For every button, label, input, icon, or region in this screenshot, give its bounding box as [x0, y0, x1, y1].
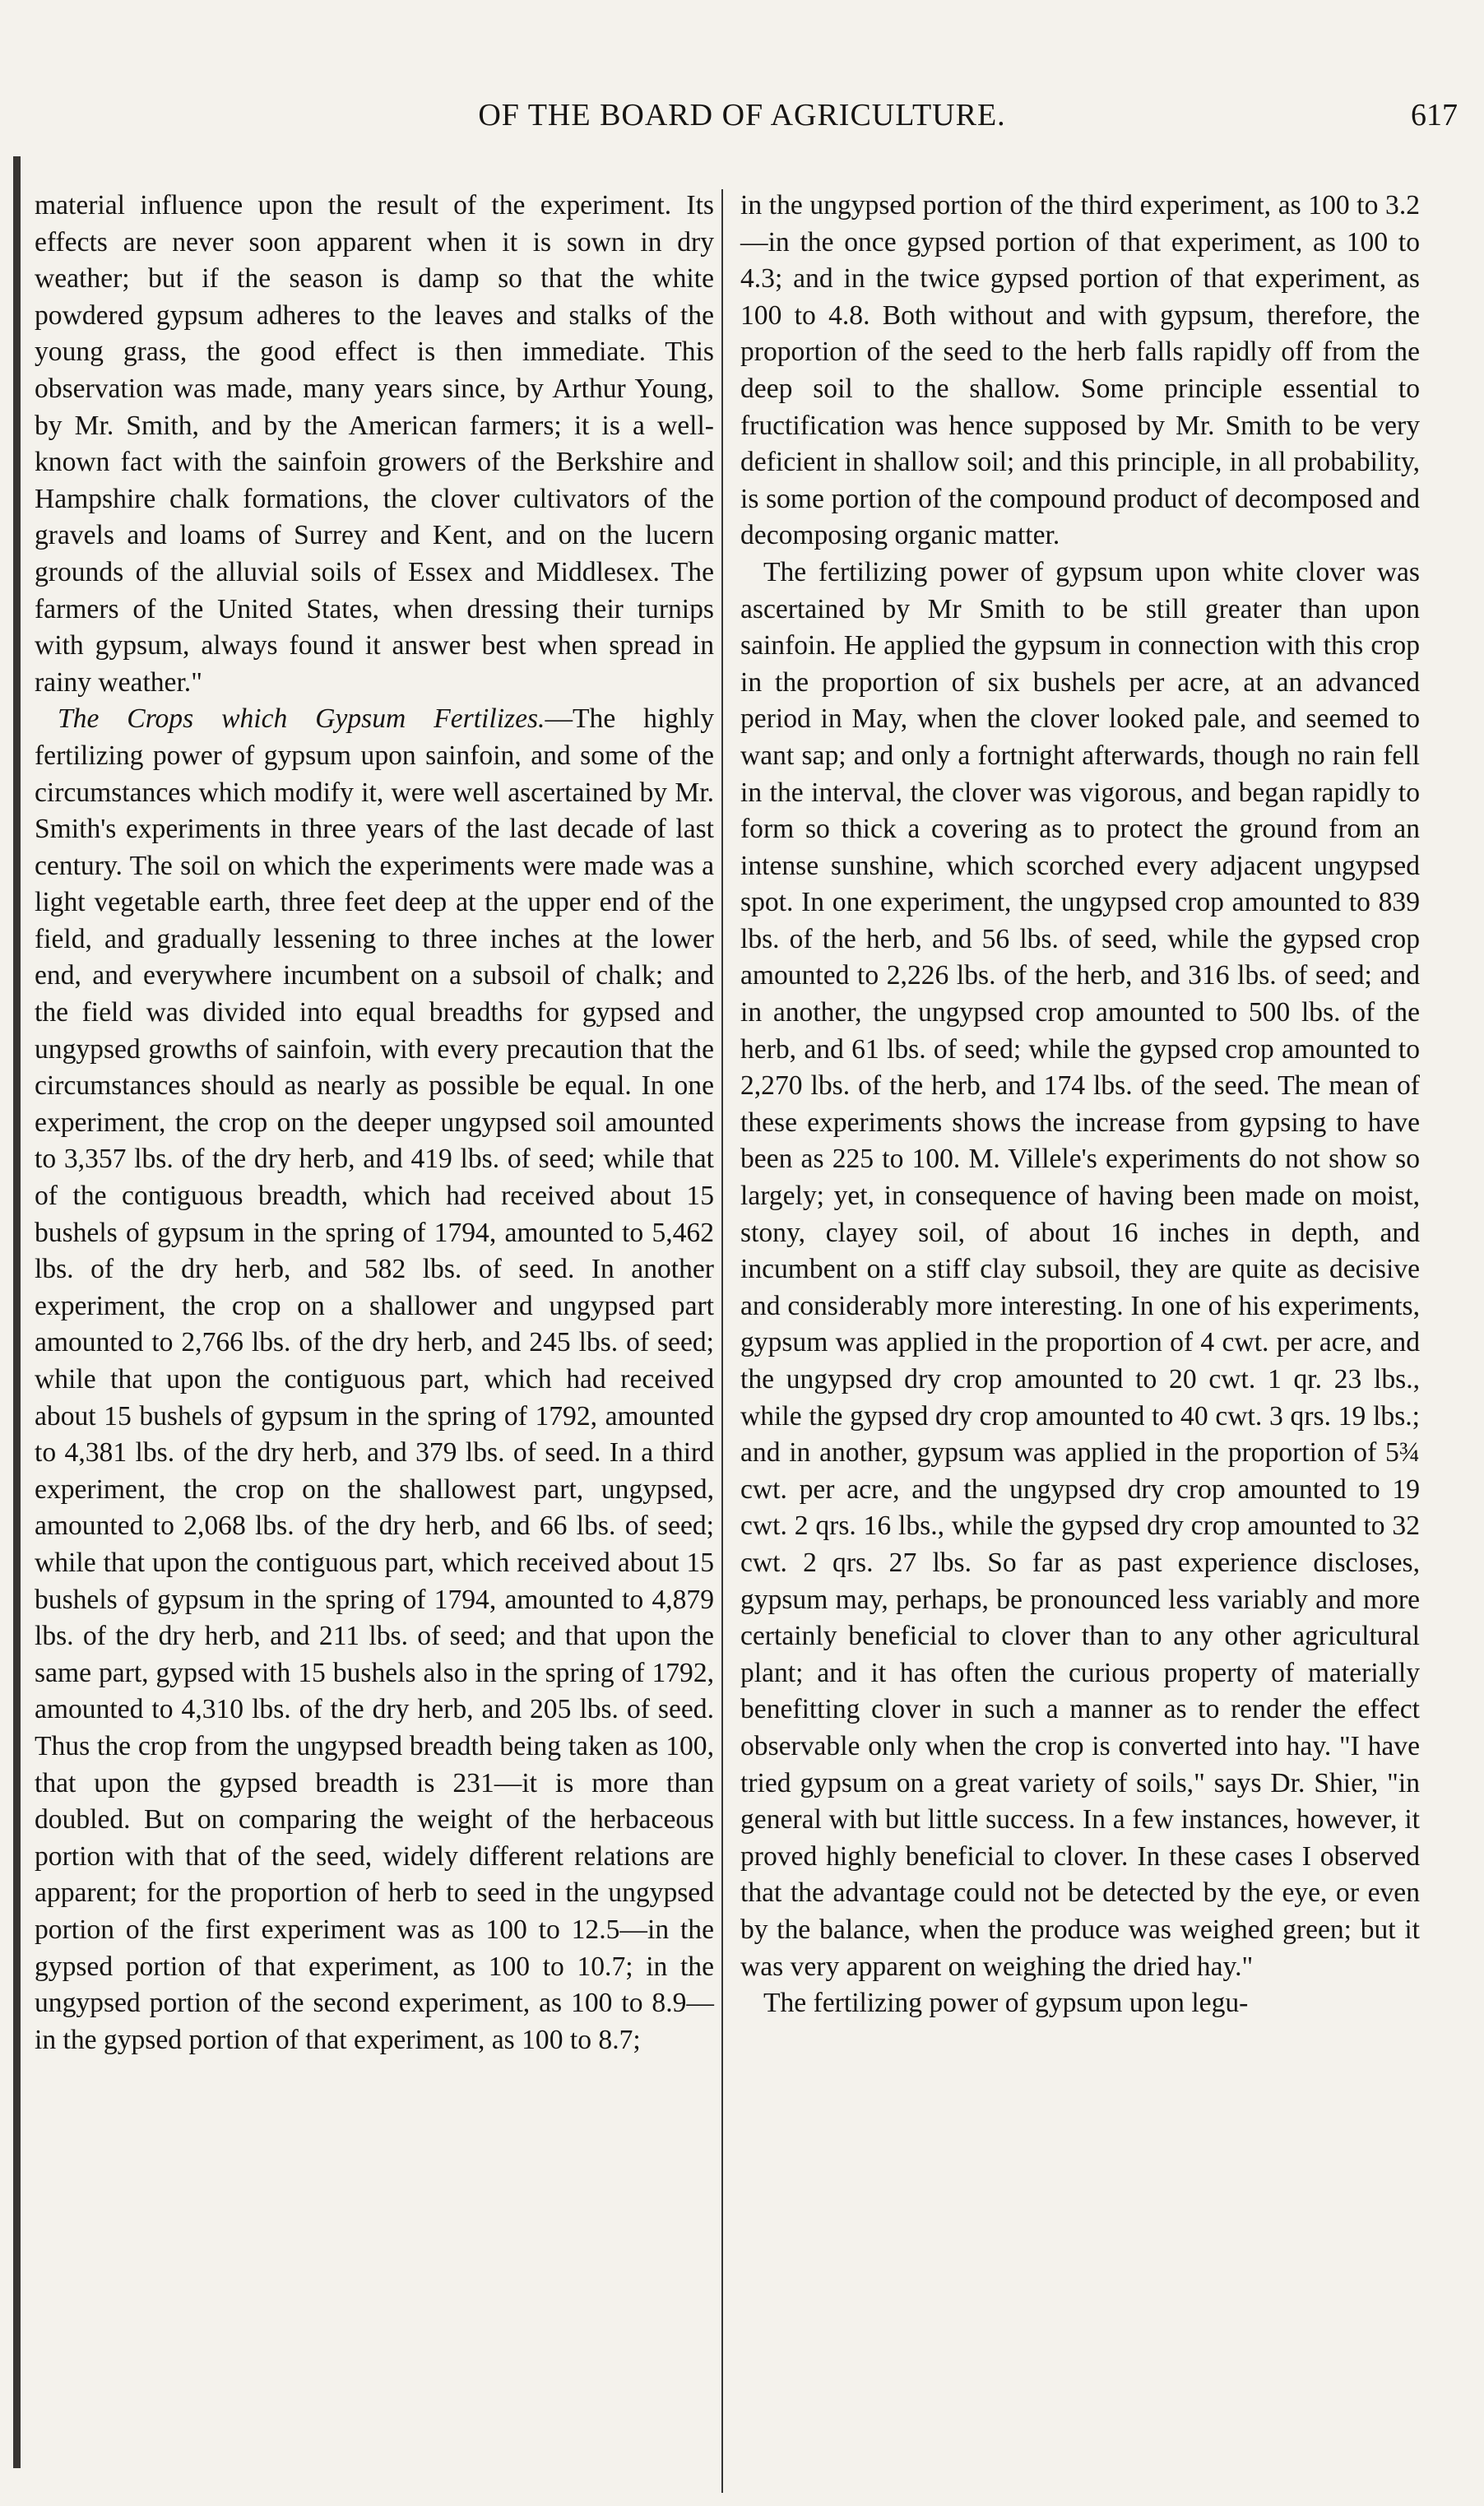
page-header: [25, 97, 1459, 155]
binding-margin-rule: [13, 156, 21, 2468]
right-column: [740, 188, 1420, 2022]
column-divider-rule: [721, 189, 723, 2493]
paragraph: material influence upon the result of the experiment. Its effects are never soon apparent when it is sown in dry weather; but if the season is damp so that the white powdered gypsum adheres to the leaves and stalks of the young grass, the good effect is then immediate. This observation was made, many years since, by Arthur Young, by Mr. Smith, and by the American farmers; it is a well-known fact with the sainfoin growers of the Berkshire and Hampshire chalk formations, the clover cultivators of the gravels and loams of Surrey and Kent, and on the lucern grounds of the alluvial soils of Essex and Middlesex. The farmers of the United States, when dressing their turnips with gypsum, always found it answer best when spread in rainy weather.": [35, 190, 714, 698]
left-column: [35, 188, 714, 2058]
paragraph: in the ungypsed portion of the third experiment, as 100 to 3.2—in the once gypsed portion of that experiment, as 100 to 4.3; and in the twice gypsed portion of that experiment, as 100 to 4.8. Both without and with gypsum, therefore, the proportion of the seed to the herb falls rapidly off from the deep soil to the shallow. Some principle essential to fructification was hence supposed by Mr. Smith to be very deficient in shallow soil; and this principle, in all probability, is some portion of the compound product of decomposed and decomposing organic matter.: [740, 190, 1420, 551]
paragraph: The fertilizing power of gypsum upon legu-: [763, 1988, 1249, 2019]
paragraph-body: —The highly fertilizing power of gypsum upon sainfoin, and some of the circumstances which modify it, were well ascertained by Mr. Smith's experiments in three years of the last decade of last century. The soil on which the experiments were made was a light vegetable earth, three feet deep at the upper end of the field, and gradually lessening to three inches at the lower end, and everywhere incumbent on a subsoil of chalk; and the field was divided into equal breadths for gypsed and ungypsed growths of sainfoin, with every precaution that the circumstances should as nearly as possible be equal. In one experiment, the crop on the deeper ungypsed soil amounted to 3,357 lbs. of the dry herb, and 419 lbs. of seed; while that of the contiguous breadth, which had received about 15 bushels of gypsum in the spring of 1794, amounted to 5,462 lbs. of the dry herb, and 582 lbs. of seed. In another experiment, the crop on a shallower and ungypsed part amounted to 2,766 lbs. of the dry herb, and 245 lbs. of seed; while that upon the contiguous part, which had received about 15 bushels of gypsum in the spring of 1792, amounted to 4,381 lbs. of the dry herb, and 379 lbs. of seed. In a third experiment, the crop on the shallowest part, ungypsed, amounted to 2,068 lbs. of the dry herb, and 66 lbs. of seed; while that upon the contiguous part, which received about 15 bushels of gypsum in the spring of 1794, amounted to 4,879 lbs. of the dry herb, and 211 lbs. of seed; and that upon the same part, gypsed with 15 bushels also in the spring of 1792, amounted to 4,310 lbs. of the dry herb, and 205 lbs. of seed. Thus the crop from the ungypsed breadth being taken as 100, that upon the gypsed breadth is 231—it is more than doubled. But on comparing the weight of the herbaceous portion with that of the seed, widely different relations are apparent; for the proportion of herb to seed in the ungypsed portion of the first experiment was as 100 to 12.5—in the gypsed portion of that experiment, as 100 to 10.7; in the ungypsed portion of the second experiment, as 100 to 8.9—in the gypsed portion of that experiment, as 100 to 8.7;: [35, 703, 714, 2055]
running-title: OF THE BOARD OF AGRICULTURE.: [478, 98, 1006, 132]
paragraph: The fertilizing power of gypsum upon white clover was ascertained by Mr Smith to be still greater than upon sainfoin. He applied the gypsum in connection with this crop in the proportion of six bushels per acre, at an advanced period in May, when the clover looked pale, and seemed to want sap; and only a fortnight afterwards, though no rain fell in the interval, the clover was vigorous, and began rapidly to form so thick a covering as to protect the ground from an intense sunshine, which scorched every adjacent ungypsed spot. In one experiment, the ungypsed crop amounted to 839 lbs. of the herb, and 56 lbs. of seed, while the gypsed crop amounted to 2,226 lbs. of the herb, and 316 lbs. of seed; and in another, the ungypsed crop amounted to 500 lbs. of the herb, and 61 lbs. of seed; while the gypsed crop amounted to 2,270 lbs. of the herb, and 174 lbs. of the seed. The mean of these experiments shows the increase from gypsing to have been as 225 to 100. M. Villele's experiments do not show so largely; yet, in consequence of having been made on moist, stony, clayey soil, of about 16 inches in depth, and incumbent on a stiff clay subsoil, they are quite as decisive and considerably more interesting. In one of his experiments, gypsum was applied in the proportion of 4 cwt. per acre, and the ungypsed dry crop amounted to 20 cwt. 1 qr. 23 lbs., while the gypsed dry crop amounted to 40 cwt. 3 qrs. 19 lbs.; and in another, gypsum was applied in the proportion of 5¾ cwt. per acre, and the ungypsed dry crop amounted to 19 cwt. 2 qrs. 16 lbs., while the gypsed dry crop amounted to 32 cwt. 2 qrs. 27 lbs. So far as past experience discloses, gypsum may, perhaps, be pronounced less variably and more certainly beneficial to clover than to any other agricultural plant; and it has often the curious property of materially benefitting clover in such a manner as to render the effect observable only when the crop is converted into hay. "I have tried gypsum on a great variety of soils," says Dr. Shier, "in general with but little success. In a few instances, however, it proved highly beneficial to clover. In these cases I observed that the advantage could not be detected by the eye, or even by the balance, when the produce was weighed green; but it was very apparent on weighing the dried hay.": [740, 556, 1420, 1982]
section-heading: The Crops which Gypsum Fertilizes.: [58, 703, 545, 735]
page-number: 617: [1411, 98, 1458, 132]
paragraph: [35, 701, 714, 2058]
